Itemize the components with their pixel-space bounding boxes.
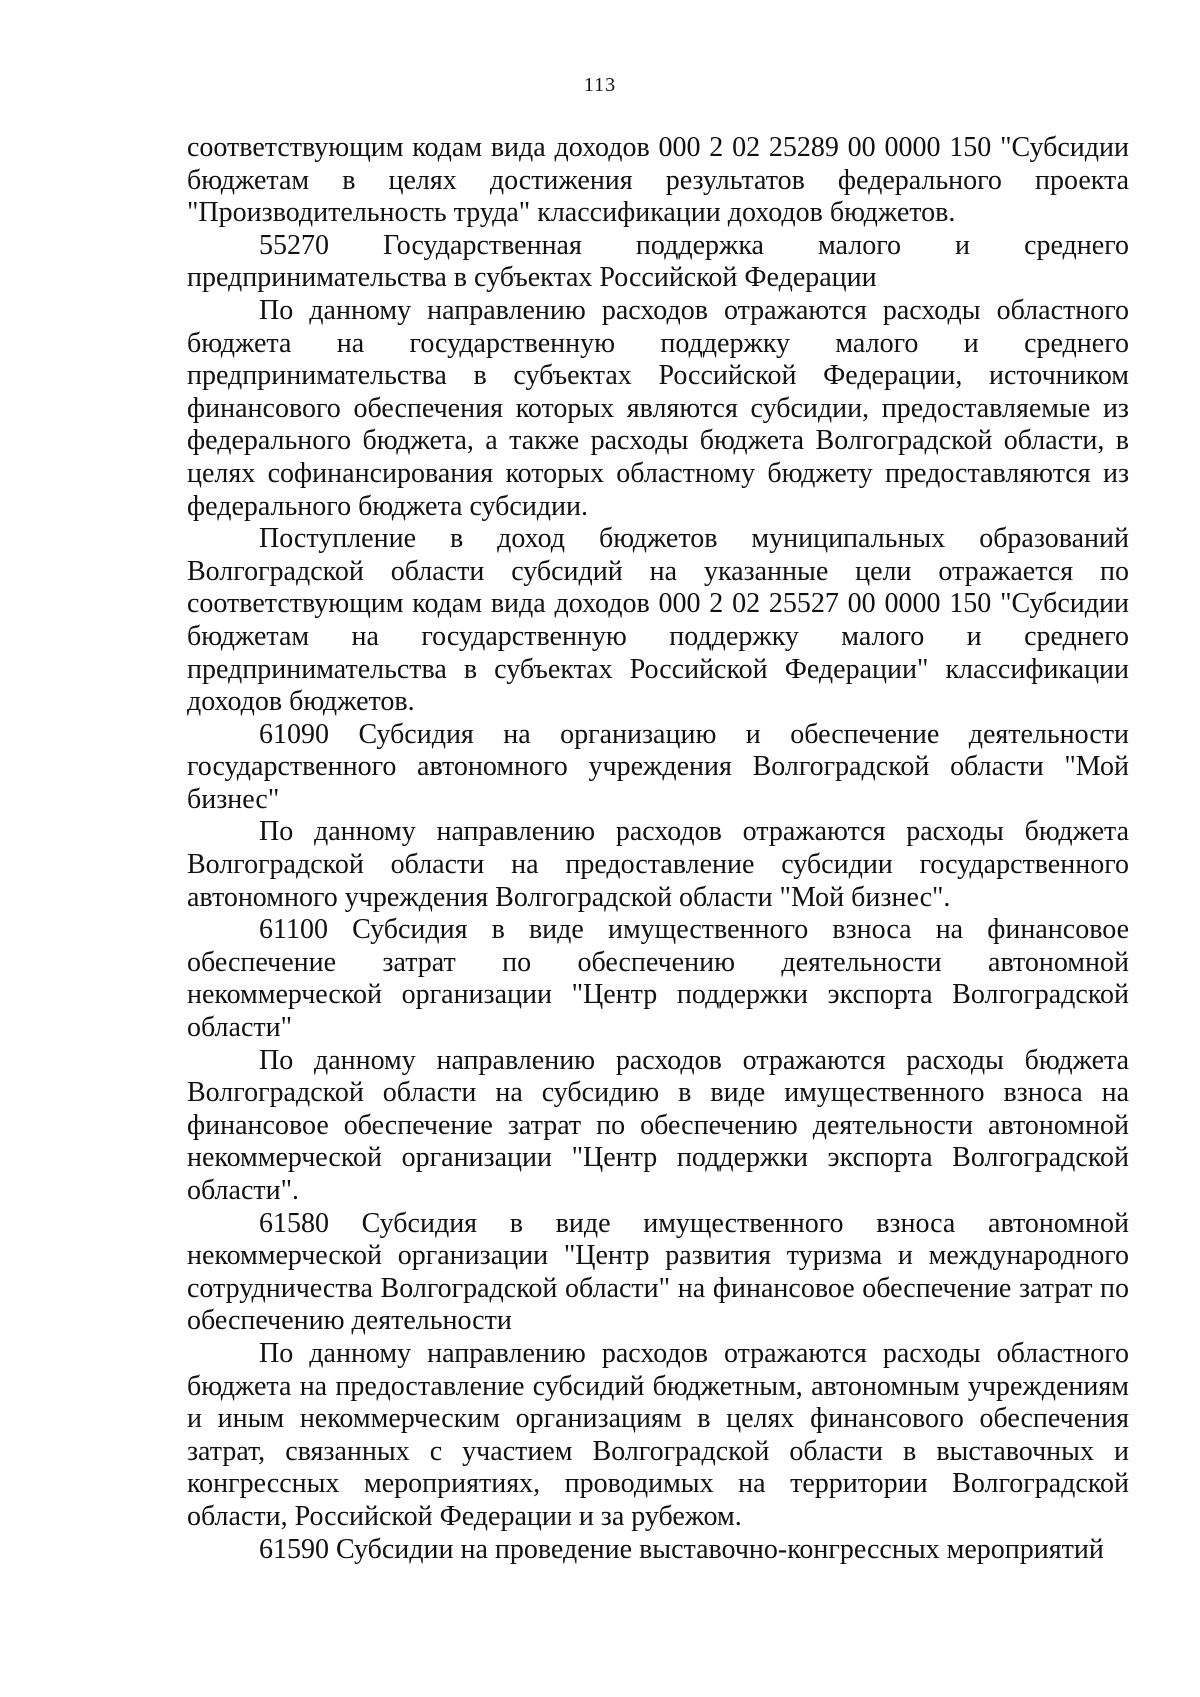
document-body: [187, 132, 1129, 1566]
paragraph: Поступление в доход бюджетов муниципальных образований Волгоградской области субсидий на указанные цели отражается по соответствующим кодам вида доходов 000 2 02 25527 00 0000 150 "Субсидии бюджетам на государственную поддержку малого и среднего предпринимательства в субъектах Российской Федерации" классификации доходов бюджетов.: [187, 523, 1129, 718]
section-heading-61100: 61100 Субсидия в виде имущественного взноса на финансовое обеспечение затрат по обеспечению деятельности автономной некоммерческой организации "Центр поддержки экспорта Волгоградской области": [187, 914, 1129, 1044]
section-heading-61090: 61090 Субсидия на организацию и обеспечение деятельности государственного автономного учреждения Волгоградской области "Мой бизнес": [187, 718, 1129, 815]
page-number: 113: [583, 74, 617, 96]
paragraph: По данному направлению расходов отражаются расходы бюджета Волгоградской области на предоставление субсидии государственного автономного учреждения Волгоградской области "Мой бизнес".: [187, 816, 1129, 913]
paragraph: По данному направлению расходов отражаются расходы областного бюджета на государственную поддержку малого и среднего предпринимательства в субъектах Российской Федерации, источником финансового обеспечения которых являются субсидии, предоставляемые из федерального бюджета, а также расходы бюджета Волгоградской области, в целях софинансирования которых областному бюджету предоставляются из федерального бюджета субсидии.: [187, 294, 1129, 522]
section-heading-55270: 55270 Государственная поддержка малого и среднего предпринимательства в субъектах Российской Федерации: [187, 229, 1129, 294]
section-heading-61590: 61590 Субсидии на проведение выставочно-конгрессных мероприятий: [259, 1533, 1104, 1565]
section-heading-61580: 61580 Субсидия в виде имущественного взноса автономной некоммерческой организации "Центр развития туризма и международного сотрудничества Волгоградской области" на финансовое обеспечение затрат по обеспечению деятельности: [187, 1207, 1129, 1337]
paragraph: По данному направлению расходов отражаются расходы бюджета Волгоградской области на субсидию в виде имущественного взноса на финансовое обеспечение затрат по обеспечению деятельности автономной некоммерческой организации "Центр поддержки экспорта Волгоградской области".: [187, 1044, 1129, 1206]
paragraph-continuation: соответствующим кодам вида доходов 000 2 02 25289 00 0000 150 "Субсидии бюджетам в целях достижения результатов федерального проекта "Производительность труда" классификации доходов бюджетов.: [187, 132, 1129, 229]
paragraph: По данному направлению расходов отражаются расходы областного бюджета на предоставление субсидий бюджетным, автономным учреждениям и иным некоммерческим организациям в целях финансового обеспечения затрат, связанных с участием Волгоградской области в выставочных и конгрессных мероприятиях, проводимых на территории Волгоградской области, Российской Федерации и за рубежом.: [187, 1337, 1129, 1532]
